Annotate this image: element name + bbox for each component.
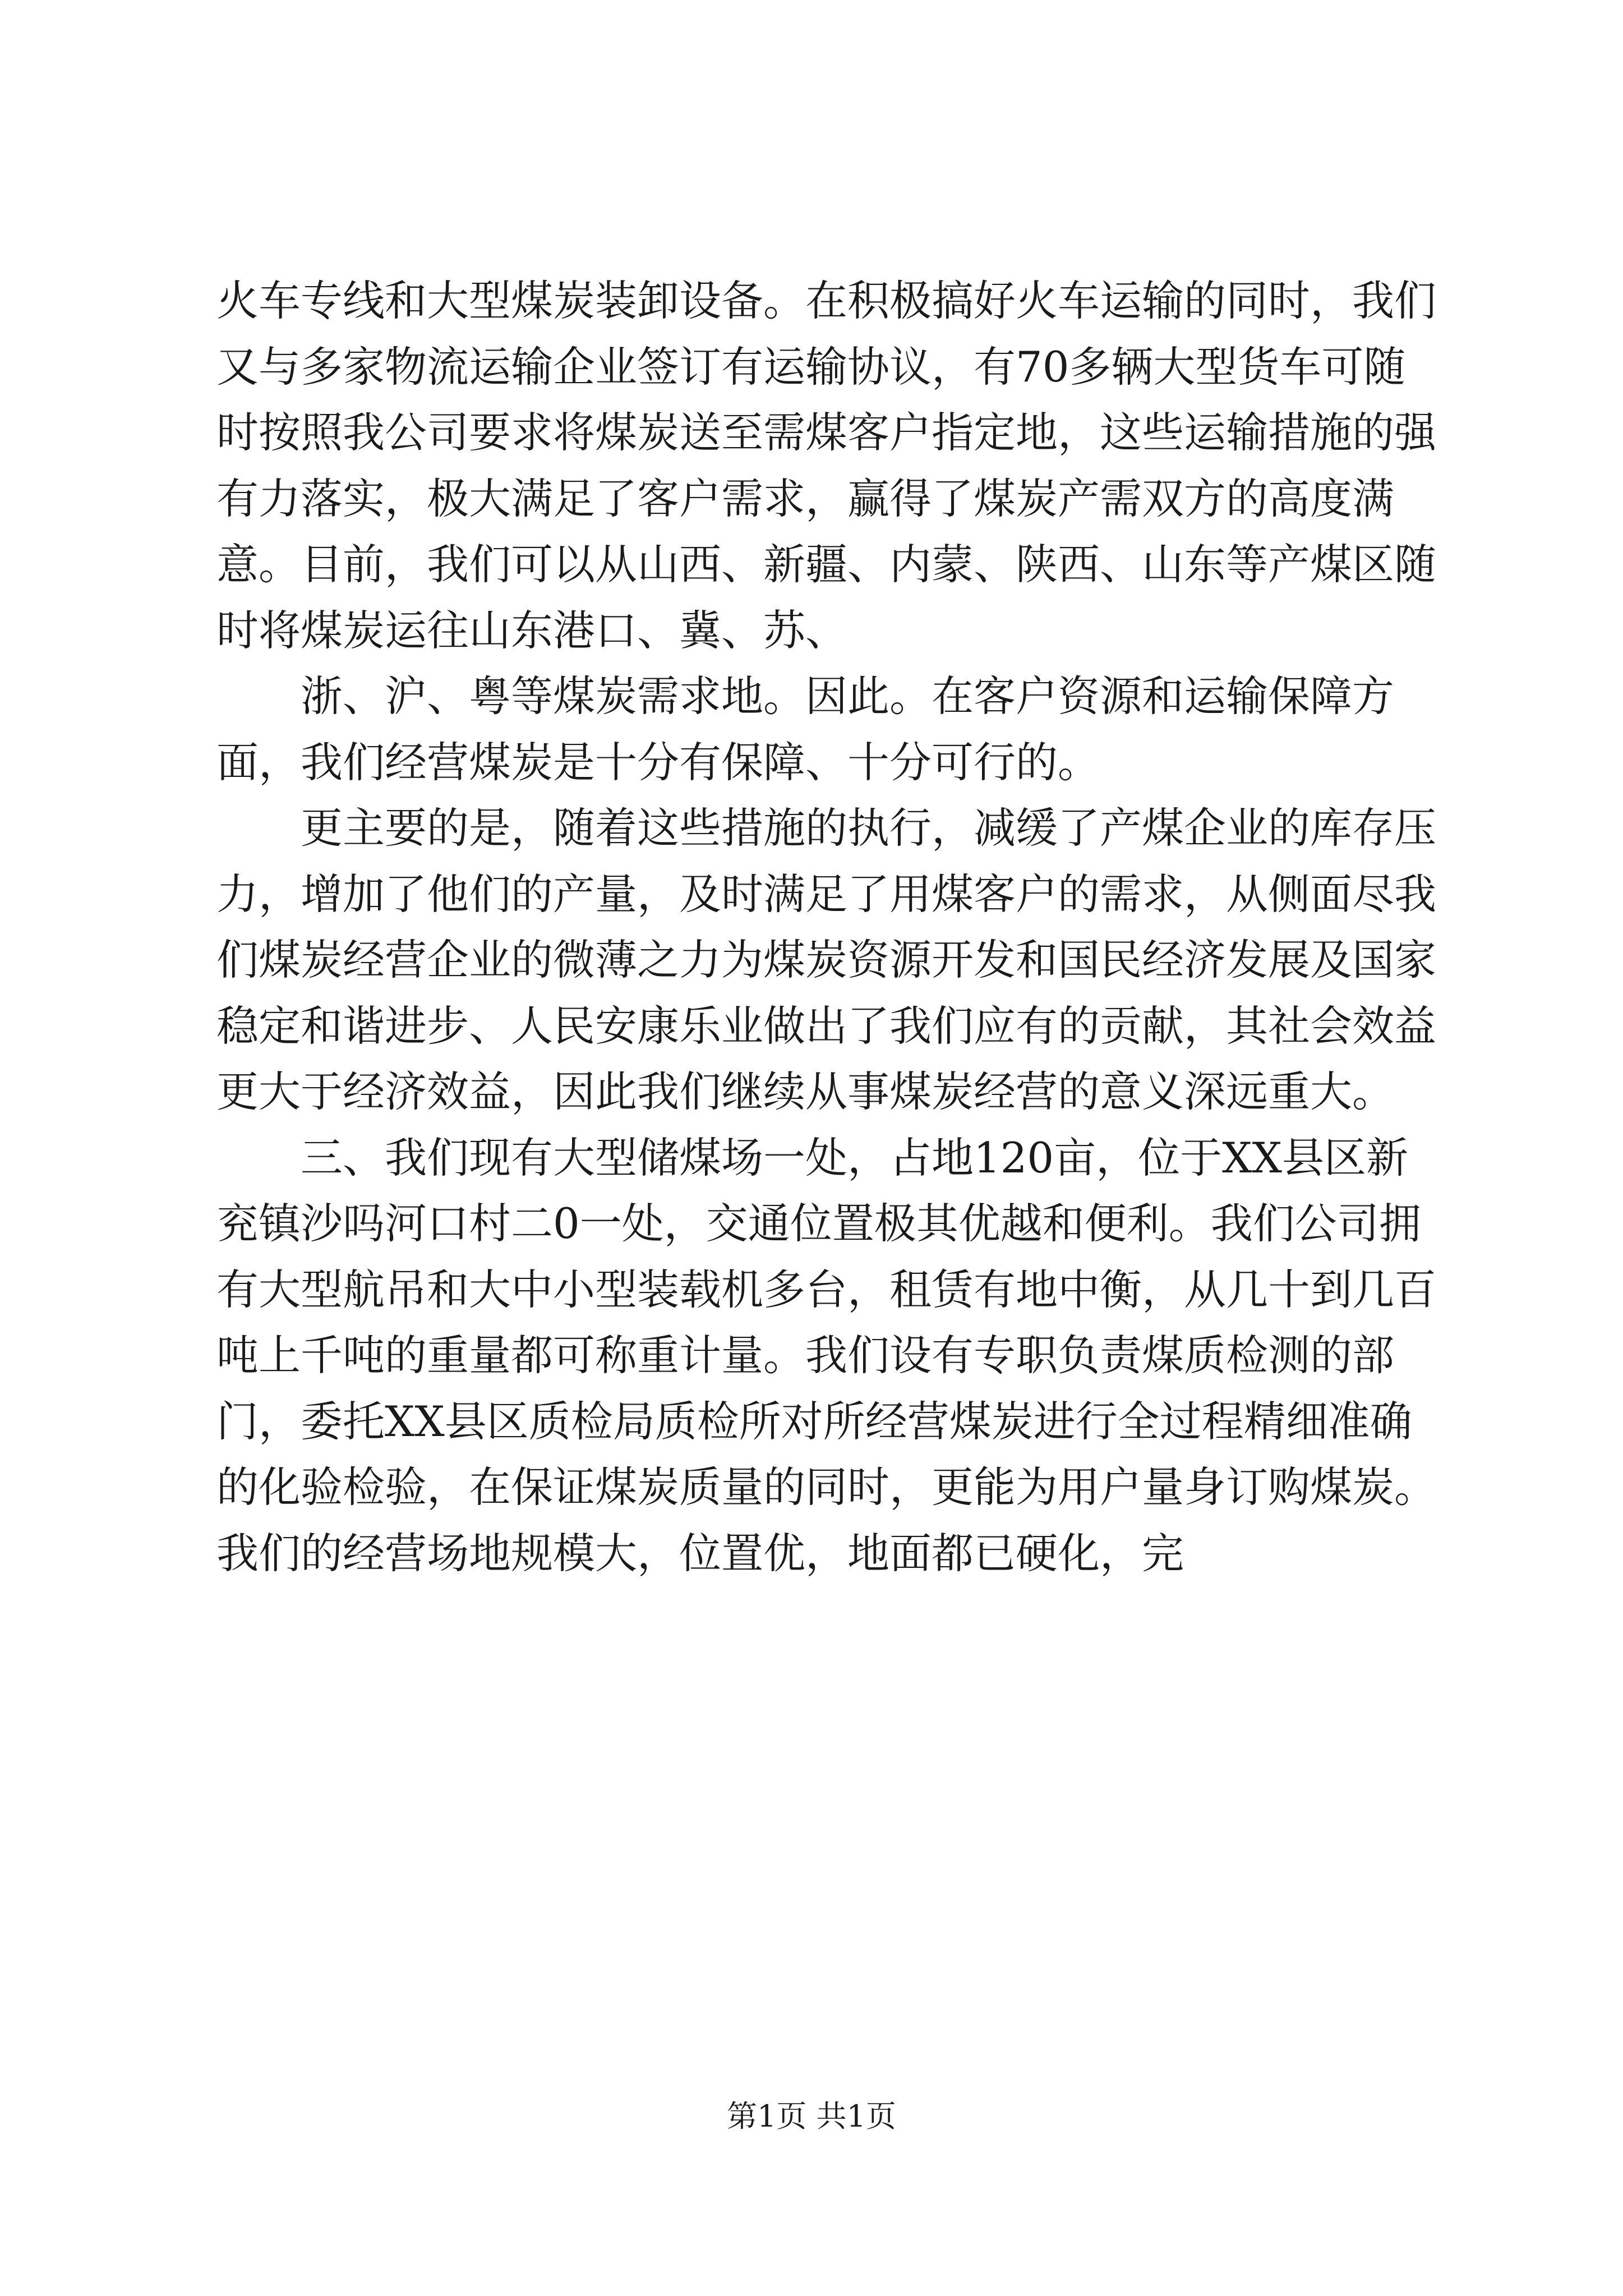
- paragraph-4: 三、我们现有大型储煤场一处，占地120亩，位于XX县区新兖镇沙吗河口村二0一处，交通位置极其优越和便利。我们公司拥有大型航吊和大中小型装载机多台，租赁有地中衡，从几十到几百吨上千吨的重量都可称重计量。我们设有专职负责煤质检测的部门，委托XX县区质检局质检所对所经营煤炭进行全过程精细准确的化验检验，在保证煤炭质量的同时，更能为用户量身订购煤炭。我们的经营场地规模大，位置优，地面都已硬化，完: [216, 1133, 1437, 1578]
- paragraph-1: 火车专线和大型煤炭装卸设备。在积极搞好火车运输的同时，我们又与多家物流运输企业签订有运输协议，有70多辆大型货车可随时按照我公司要求将煤炭送至需煤客户指定地，这些运输措施的强有力落实，极大满足了客户需求，赢得了煤炭产需双方的高度满意。目前，我们可以从山西、新疆、内蒙、陕西、山东等产煤区随时将煤炭运往山东港口、冀、苏、: [216, 276, 1437, 655]
- page-footer: 第1页 共1页: [727, 2099, 896, 2134]
- paragraph-3: 更主要的是，随着这些措施的执行，减缓了产煤企业的库存压力，增加了他们的产量，及时满足了用煤客户的需求，从侧面尽我们煤炭经营企业的微薄之力为煤炭资源开发和国民经济发展及国家稳定和谐进步、人民安康乐业做出了我们应有的贡献，其社会效益更大于经济效益，因此我们继续从事煤炭经营的意义深远重大。: [216, 803, 1437, 1116]
- paragraph-2: 浙、沪、粤等煤炭需求地。因此。在客户资源和运输保障方面，我们经营煤炭是十分有保障、十分可行的。: [216, 671, 1395, 787]
- body-text: [216, 268, 1439, 1586]
